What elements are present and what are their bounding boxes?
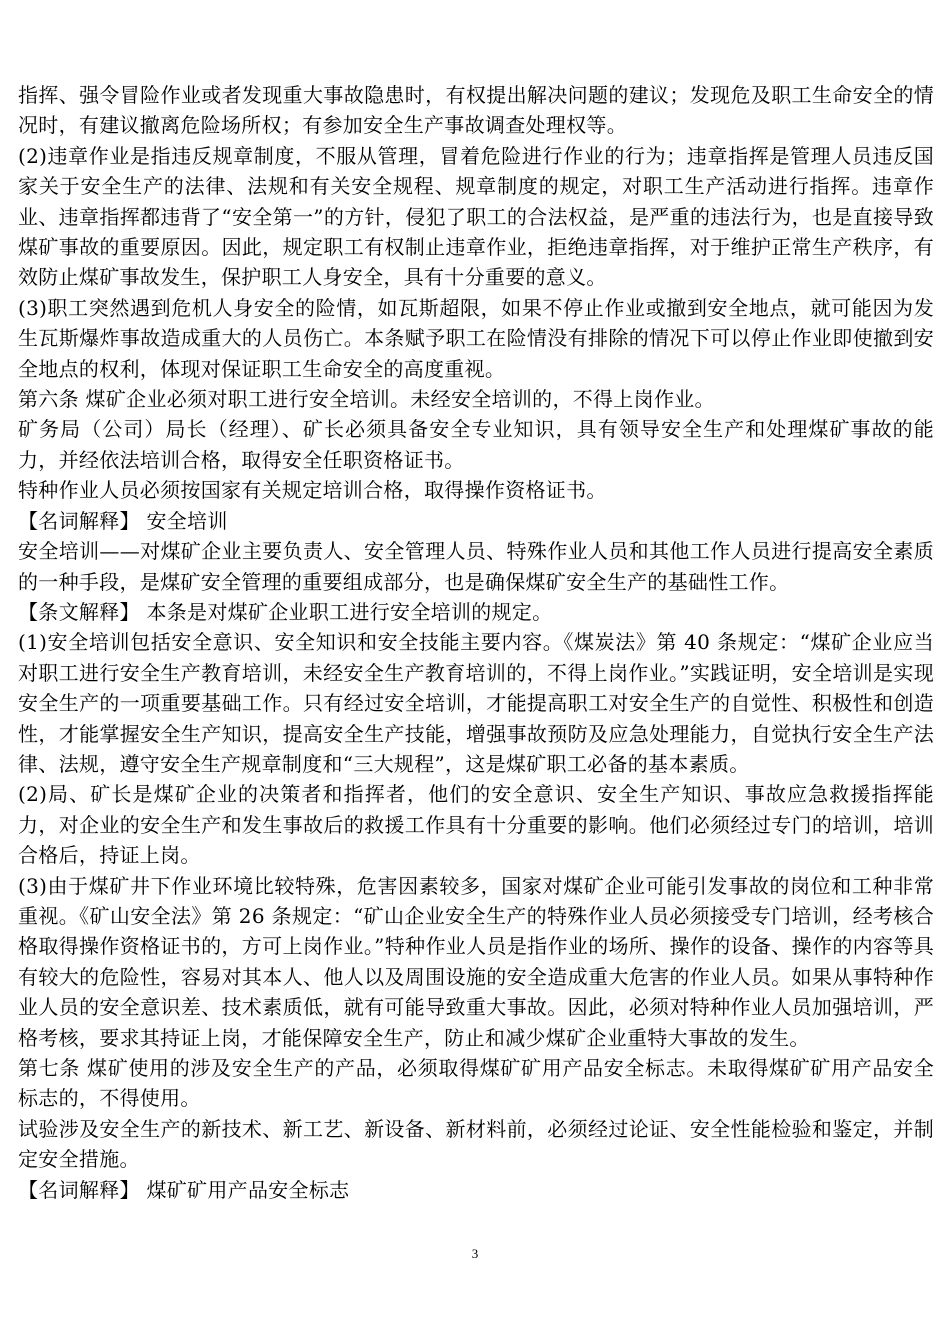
- paragraph-new-technology: 试验涉及安全生产的新技术、新工艺、新设备、新材料前，必须经过论证、安全性能检验和鉴定，并制定安全措施。: [18, 1116, 934, 1172]
- article-7-heading: 第七条 煤矿使用的涉及安全生产的产品，必须取得煤矿矿用产品安全标志。未取得煤矿矿用产品安全标志的，不得使用。: [18, 1056, 934, 1111]
- paragraph-special-operations: (3)由于煤矿井下作业环境比较特殊，危害因素较多，国家对煤矿企业可能引发事故的岗位和工种非常重视。《矿山安全法》第 26 条规定：“矿山企业安全生产的特殊作业人员必须接受专门培训，经考核合格取得操作资格证书的，方可上岗作业。”特种作业人员是指作业的场所、操作的设备、操作的内容等具有较大的危险性，容易对其本人、他人以及周围设施的安全造成重大危害的作业人员。如果从事特种作业人员的安全意识差、技术素质低，就有可能导致重大事故。因此，必须对特种作业人员加强培训，严格考核，要求其持证上岗，才能保障安全生产，防止和减少煤矿企业重特大事故的发生。: [18, 873, 934, 1050]
- paragraph-danger-evacuation: (3)职工突然遇到危机人身安全的险情，如瓦斯超限，如果不停止作业或撤到安全地点，就可能因为发生瓦斯爆炸事故造成重大的人员伤亡。本条赋予职工在险情没有排除的情况下可以停止作业即使撤到安全地点的权利，体现对保证职工生命安全的高度重视。: [18, 295, 934, 381]
- clause-explanation-heading: 【条文解释】 本条是对煤矿企业职工进行安全培训的规定。: [18, 599, 553, 624]
- paragraph-illegal-operation: (2)违章作业是指违反规章制度，不服从管理，冒着危险进行作业的行为；违章指挥是管理人员违反国家关于安全生产的法律、法规和有关安全规程、规章制度的规定，对职工生产活动进行指挥。违章作业、违章指挥都违背了“安全第一”的方针，侵犯了职工的合法权益，是严重的违法行为，也是直接导致煤矿事故的重要原因。因此，规定职工有权制止违章作业，拒绝违章指挥，对于维护正常生产秩序，有效防止煤矿事故发生，保护职工人身安全，具有十分重要的意义。: [18, 143, 934, 290]
- paragraph-safety-training-definition: 安全培训——对煤矿企业主要负责人、安全管理人员、特殊作业人员和其他工作人员进行提高安全素质的一种手段，是煤矿安全管理的重要组成部分，也是确保煤矿安全生产的基础性工作。: [18, 539, 934, 594]
- document-body: [18, 80, 934, 1205]
- paragraph-special-operators: 特种作业人员必须按国家有关规定培训合格，取得操作资格证书。: [18, 478, 607, 503]
- term-explanation-heading: 【名词解释】 安全培训: [18, 508, 228, 533]
- paragraph-director-qualification: 矿务局（公司）局长（经理）、矿长必须具备安全专业知识，具有领导安全生产和处理煤矿事故的能力，并经依法培训合格，取得安全任职资格证书。: [18, 417, 934, 472]
- paragraph-managers-training: (2)局、矿长是煤矿企业的决策者和指挥者，他们的安全意识、安全生产知识、事故应急救援指挥能力，对企业的安全生产和发生事故后的救援工作具有十分重要的影响。他们必须经过专门的培训，培训合格后，持证上岗。: [18, 782, 934, 868]
- term-explanation-heading-2: 【名词解释】 煤矿矿用产品安全标志: [18, 1177, 350, 1202]
- paragraph-rights-continued: 指挥、强令冒险作业或者发现重大事故隐患时，有权提出解决问题的建议；发现危及职工生命安全的情况时，有建议撤离危险场所权；有参加安全生产事故调查处理权等。: [18, 83, 934, 138]
- paragraph-training-content: (1)安全培训包括安全意识、安全知识和安全技能主要内容。《煤炭法》第 40 条规定：“煤矿企业应当对职工进行安全生产教育培训，未经安全生产教育培训的，不得上岗作业。”实践证明，安全培训是实现安全生产的一项重要基础工作。只有经过安全培训，才能提高职工对安全生产的自觉性、积极性和创造性，才能掌握安全生产知识，提高安全生产技能，增强事故预防及应急处理能力，自觉执行安全生产法律、法规，遵守安全生产规章制度和“三大规程”，这是煤矿职工必备的基本素质。: [18, 630, 934, 776]
- page-number: 3: [471, 1246, 479, 1261]
- article-6-heading: 第六条 煤矿企业必须对职工进行安全培训。未经安全培训的，不得上岗作业。: [18, 387, 715, 412]
